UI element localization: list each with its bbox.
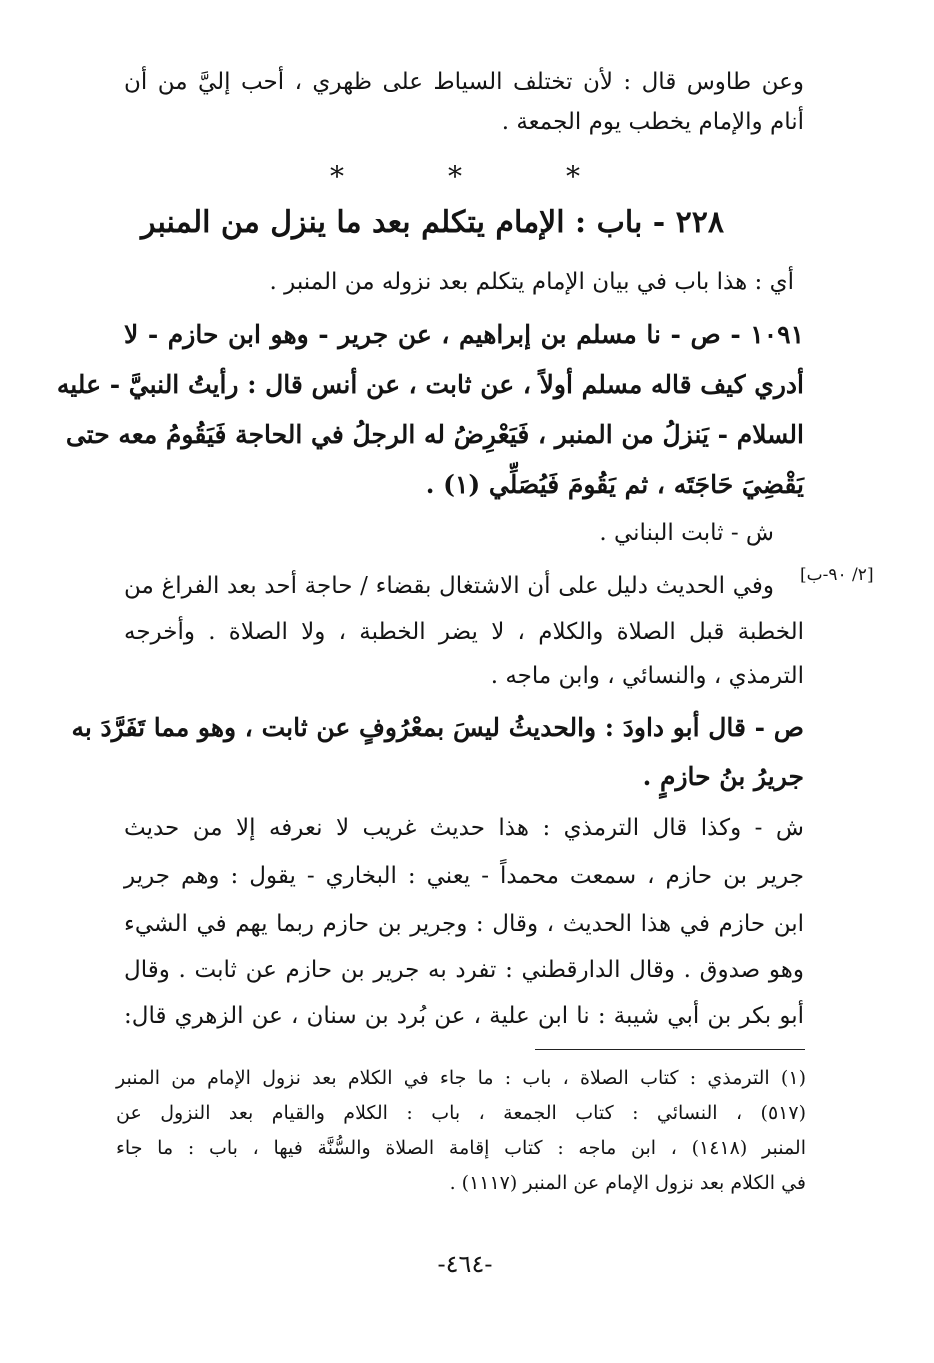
footnote-line-4: في الكلام بعد نزول الإمام عن المنبر (١١١٧) .: [449, 1172, 806, 1194]
hadith-line-1: ١٠٩١ - ص - نا مسلم بن إبراهيم ، عن جرير - وهو ابن حازم - لا: [124, 320, 804, 349]
footnote-divider: [535, 1049, 805, 1050]
separator-star: *: [566, 160, 580, 193]
sharh-line-4: وهو صدوق . وقال الدارقطني : تفرد به جرير بن حازم عن ثابت . وقال: [124, 957, 804, 983]
section-separator: [330, 160, 580, 193]
hadith-line-2: أدري كيف قاله مسلم أولاً ، عن ثابت ، عن أنس قال : رأيتُ النبيَّ - عليه: [56, 370, 804, 399]
sharh-thabit: ش - ثابت البناني .: [599, 520, 774, 546]
abu-dawud-line-1: ص - قال أبو داودَ : والحديثُ ليسَ بمعْرُوفٍ عن ثابت ، وهو مما تَفَرَّدَ به: [71, 713, 804, 742]
margin-reference: [٢/ ٩٠-ب]: [800, 565, 874, 585]
footnote-line-2: (٥١٧) ، النسائي : كتاب الجمعة ، باب : الكلام والقيام بعد النزول عن: [116, 1102, 806, 1124]
sharh-line-1: ش - وكذا قال الترمذي : هذا حديث غريب لا نعرفه إلا من حديث: [124, 815, 804, 841]
hadith-line-4: يَقْضِيَ حَاجَتَه ، ثم يَقُومَ فَيُصَلِّي (١) .: [425, 470, 804, 499]
chapter-explanation: أي : هذا باب في بيان الإمام يتكلم بعد نزوله من المنبر .: [269, 269, 794, 295]
footnote-line-3: المنبر (١٤١٨) ، ابن ماجه : كتاب إقامة الصلاة والسُّنَّة فيها ، باب : ما جاء: [116, 1137, 807, 1159]
intro-line-1: وعن طاوس قال : لأن تختلف السياط على ظهري ، أحب إليَّ من أن: [124, 69, 804, 95]
chapter-title: ٢٢٨ - باب : الإمام يتكلم بعد ما ينزل من المنبر: [140, 205, 724, 240]
sharh-line-3: ابن حازم في هذا الحديث ، وقال : وجرير بن حازم ربما يهم في الشيء: [124, 911, 804, 937]
abu-dawud-line-2: جريرُ بنُ حازمٍ .: [642, 762, 804, 791]
sharh-line-2: جرير بن حازم ، سمعت محمداً - يعني : البخاري - يقول : وهم جرير: [124, 863, 804, 889]
sharh-line-5: أبو بكر بن أبي شيبة : نا ابن علية ، عن بُرد بن سنان ، عن الزهري قال:: [124, 1003, 804, 1029]
footnote-line-1: (١) الترمذي : كتاب الصلاة ، باب : ما جاء في الكلام بعد نزول الإمام من المنبر: [116, 1067, 806, 1089]
separator-star: *: [330, 160, 344, 193]
page-number: -٤٦٤-: [437, 1250, 493, 1278]
commentary-line-3: الترمذي ، والنسائي ، وابن ماجه .: [490, 663, 804, 689]
intro-line-2: أنام والإمام يخطب يوم الجمعة .: [501, 109, 804, 135]
separator-star: *: [448, 160, 462, 193]
hadith-line-3: السلام - يَنزلُ من المنبر ، فَيَعْرِضُ له الرجلُ في الحاجة فَيَقُومُ معه حتى: [65, 420, 804, 449]
commentary-line-2: الخطبة قبل الصلاة والكلام ، لا يضر الخطبة ، ولا الصلاة . وأخرجه: [124, 619, 804, 645]
commentary-line-1: وفي الحديث دليل على أن الاشتغال بقضاء / حاجة أحد بعد الفراغ من: [124, 573, 774, 599]
